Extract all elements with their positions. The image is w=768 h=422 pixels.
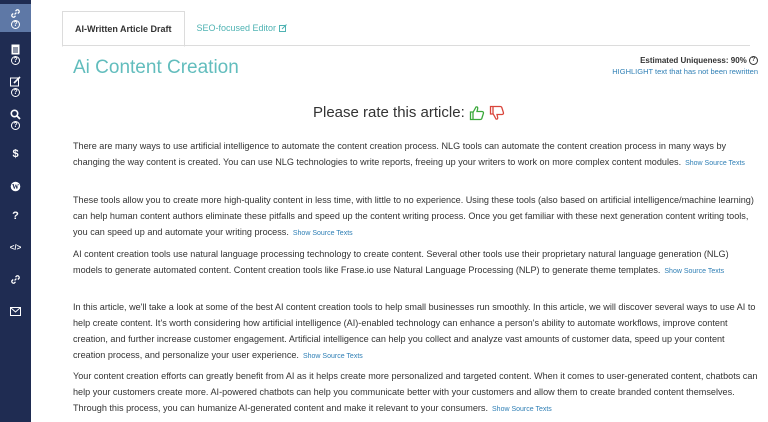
tab-divider — [62, 45, 750, 46]
uniqueness-panel — [612, 56, 758, 76]
tab-bar — [62, 11, 299, 45]
edit-icon — [10, 76, 21, 87]
sidebar-item-search[interactable] — [0, 105, 31, 133]
paragraph-text: There are many ways to use artificial intelligence to automate the content creation process. NLG tools can automate the content creation process in many ways by changing the way content is created. You can use NLG technologies to write reports, freeing up your writers to work on more complex content modules. — [73, 141, 727, 167]
document-icon — [11, 44, 20, 55]
paragraph-text: In this article, we'll take a look at some of the best AI content creation tools to help small businesses run smoothly. In this article, we will discover several ways to use AI to help create content. It's worth considering how artificial intelligence (AI)-enabled technology can enhance a person's ability to automate workflows, improve content creation, and further increase customer engagement. Artificial intelligence can help you collect and analyze vast amounts of customer data, speed up your content creation process, and personalize your user experience. — [73, 302, 756, 360]
external-edit-icon — [279, 24, 287, 32]
uniqueness-score: Estimated Uniqueness: 90% — [640, 56, 747, 65]
sidebar-item-dollar[interactable] — [0, 140, 31, 168]
page-title: Ai Content Creation — [73, 57, 239, 78]
code-icon: </> — [9, 242, 22, 252]
help-icon: ? — [11, 121, 20, 130]
rating-prompt: Please rate this article: — [313, 104, 465, 121]
tab-seo-editor[interactable] — [185, 11, 300, 45]
sidebar-item-mail[interactable] — [0, 297, 31, 325]
show-source-link[interactable]: Show Source Texts — [685, 160, 745, 167]
rating-bar — [313, 104, 505, 121]
thumbs-down-icon[interactable] — [489, 105, 505, 121]
show-source-link[interactable]: Show Source Texts — [492, 406, 552, 413]
help-icon: ? — [11, 20, 20, 29]
article-paragraph — [73, 368, 758, 418]
show-source-link[interactable]: Show Source Texts — [302, 353, 363, 360]
link-icon — [10, 8, 21, 19]
tab-label: SEO-focused Editor — [196, 23, 277, 33]
question-icon: ? — [12, 210, 19, 222]
sidebar-item-wordpress[interactable] — [0, 172, 31, 200]
thumbs-up-icon[interactable] — [469, 105, 485, 121]
article-paragraph — [73, 299, 758, 365]
link-icon — [10, 274, 21, 285]
show-source-link[interactable]: Show Source Texts — [664, 268, 725, 275]
highlight-link[interactable]: HIGHLIGHT text that has not been rewritten — [612, 67, 758, 77]
mail-icon — [10, 307, 21, 316]
svg-text:W: W — [12, 182, 19, 191]
help-icon: ? — [11, 56, 20, 65]
search-icon — [10, 109, 21, 120]
sidebar-item-document[interactable] — [0, 40, 31, 68]
article-paragraph — [73, 192, 758, 242]
sidebar-item-help[interactable] — [0, 202, 31, 230]
paragraph-text: AI content creation tools use natural language processing technology to create content. Several other tools use their proprietary natural language generation (NLG) models to generate automated content. Content creation tools like Frase.io use Natural Language Processing (NLP) to generate theme templates. — [73, 249, 729, 275]
wordpress-icon — [10, 181, 21, 192]
article-paragraph — [73, 246, 758, 280]
tab-label: AI-Written Article Draft — [75, 24, 172, 34]
sidebar-item-edit[interactable] — [0, 72, 31, 100]
sidebar-item-links[interactable] — [0, 265, 31, 293]
paragraph-text: These tools allow you to create more high-quality content in less time, with little to no experience. Using these tools (also based on artificial intelligence/machine learning) can help human content authors eliminate these pitfalls and speed up the content writing process. Once you get familiar with these next generation content writing tools, you can speed up and automate your writing process. — [73, 195, 754, 237]
sidebar-item-code[interactable] — [0, 233, 31, 261]
dollar-icon: $ — [12, 148, 19, 160]
sidebar-item-link[interactable] — [0, 4, 31, 32]
tab-ai-written-article[interactable] — [62, 11, 185, 47]
help-icon[interactable]: ? — [749, 56, 758, 65]
show-source-link[interactable]: Show Source Texts — [292, 230, 353, 237]
sidebar — [0, 0, 31, 422]
article-paragraph — [73, 138, 758, 172]
paragraph-text: Your content creation efforts can greatly benefit from AI as it helps create more personalized and targeted content. When it comes to user-generated content, chatbots can help your customers create more. AI-powered chatbots can help you communicate better with your customers and allow them to create branded content themselves. Through this process, you can humanize AI-generated content and make it relevant to your consumers. — [73, 371, 758, 413]
help-icon: ? — [11, 88, 20, 97]
